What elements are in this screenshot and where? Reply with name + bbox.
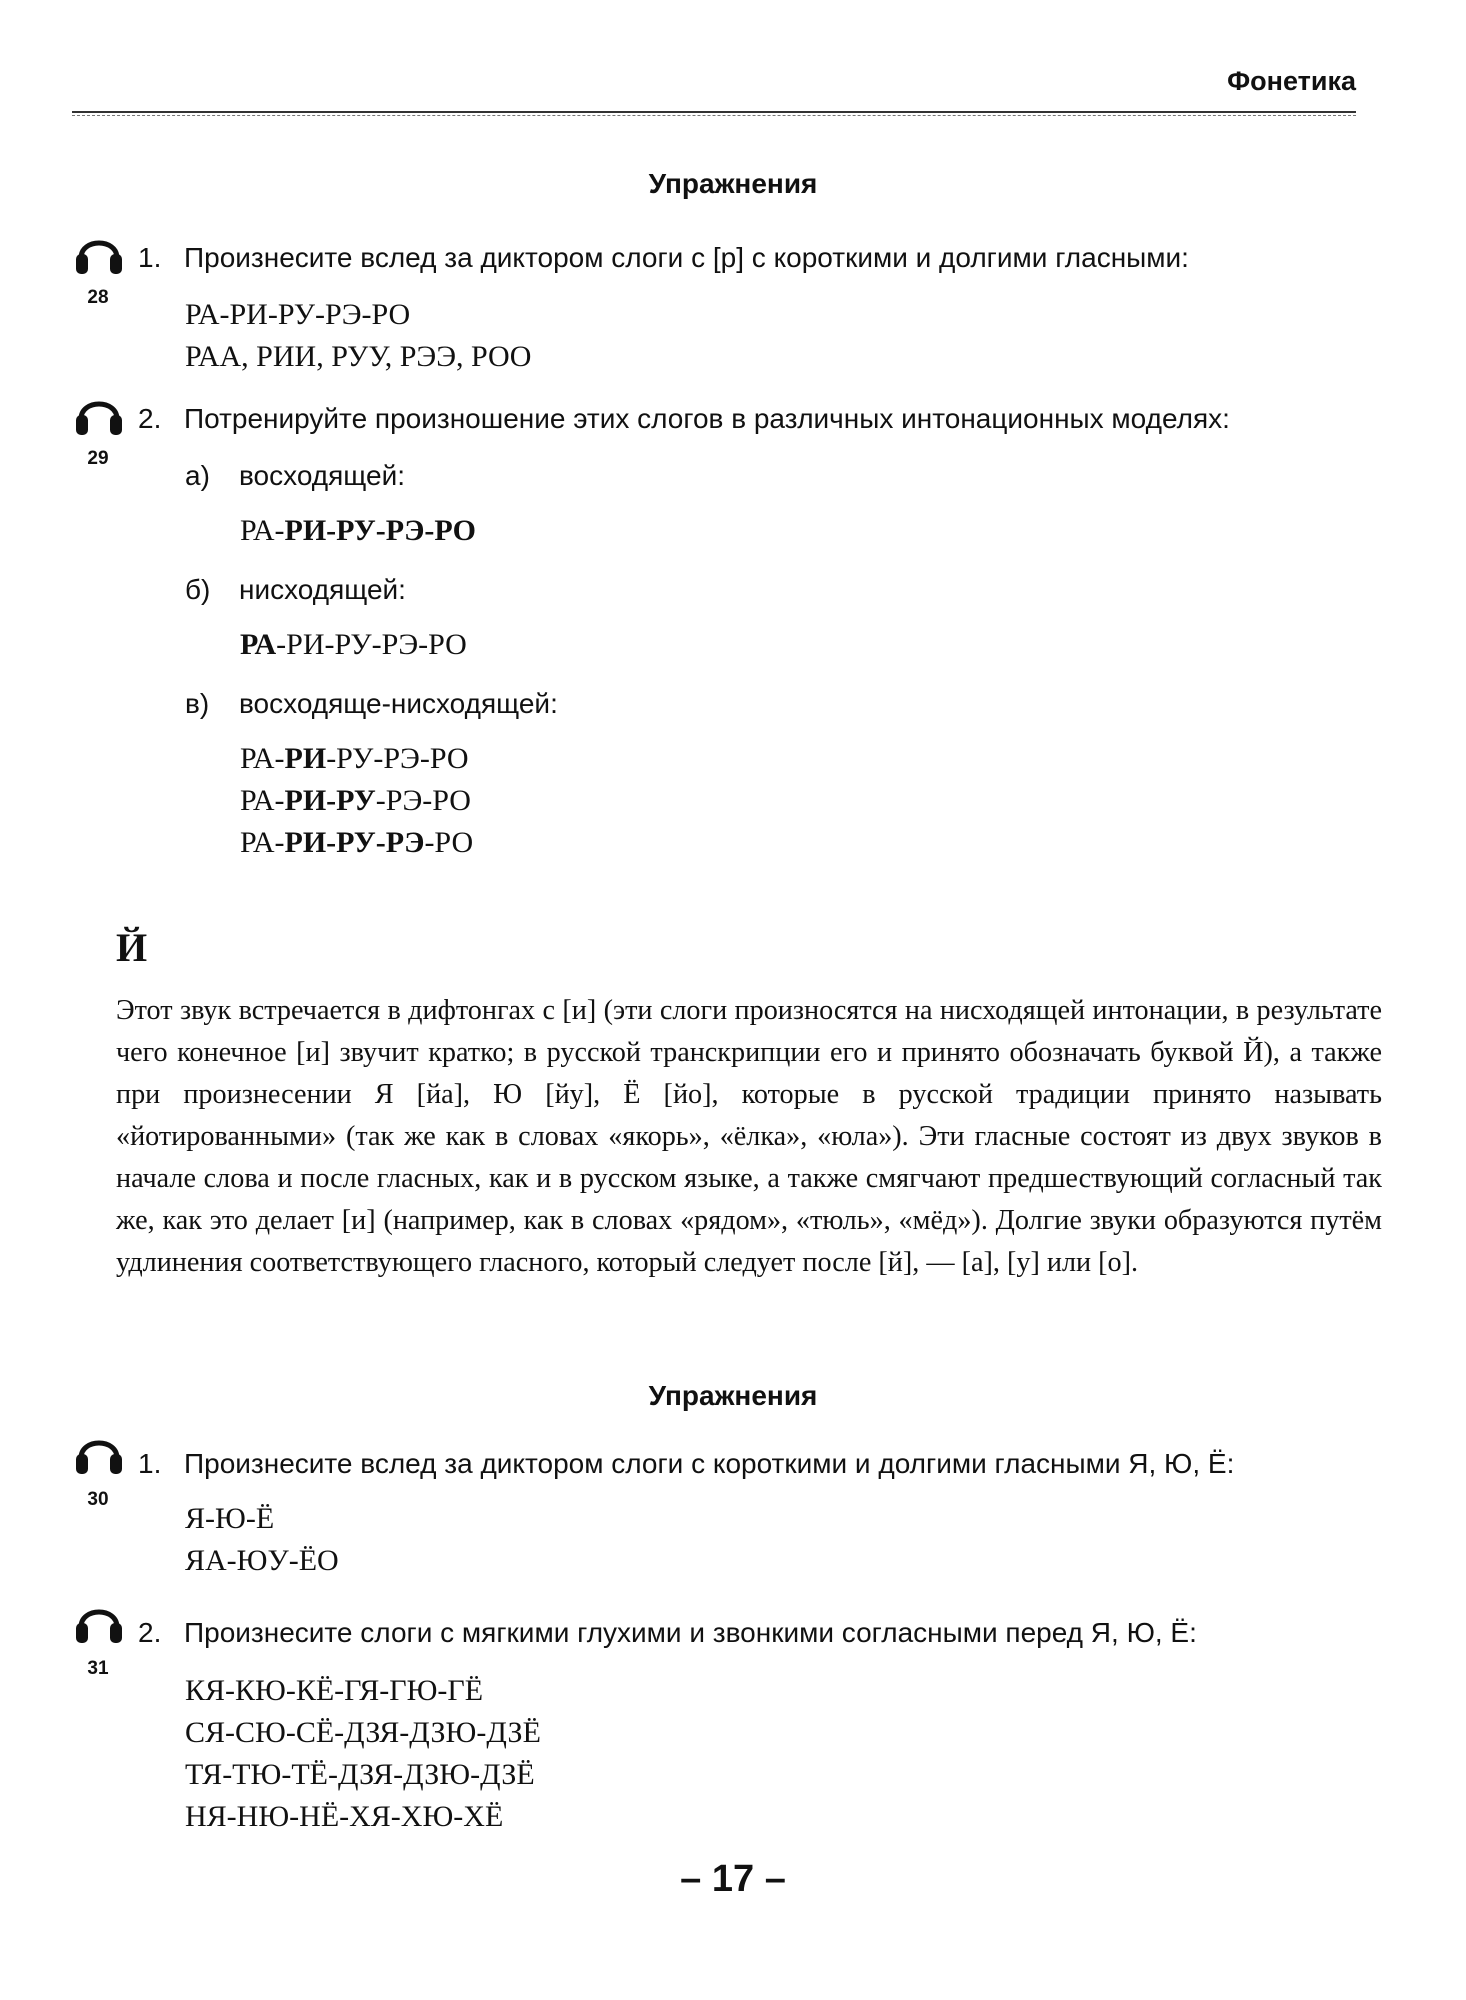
section-heading: Упражнения bbox=[648, 1380, 818, 1411]
track-number: 31 bbox=[87, 1658, 109, 1679]
syllable-line: РА-РИ-РУ-РЭ-РО bbox=[185, 298, 411, 331]
plain-part: -РО bbox=[424, 826, 474, 859]
exercise-number: 1. bbox=[138, 1448, 162, 1479]
syllable-line: ТЯ-ТЮ-ТЁ-ДЗЯ-ДЗЮ-ДЗЁ bbox=[185, 1758, 535, 1791]
sub-item-label: восходящей: bbox=[239, 460, 405, 491]
stressed-part: РИ bbox=[284, 742, 327, 775]
exercise-text: Произнесите вслед за диктором слоги с короткими и долгими гласными Я, Ю, Ё: bbox=[184, 1448, 1235, 1479]
exercise-number: 1. bbox=[138, 242, 162, 273]
exercise-1-instruction bbox=[138, 1448, 1234, 1480]
stressed-part: РИ-РУ-РЭ bbox=[284, 826, 425, 859]
sub-item-label: нисходящей: bbox=[239, 574, 406, 605]
sub-item-letter: а) bbox=[185, 460, 210, 491]
track-number: 28 bbox=[87, 287, 109, 308]
running-head: Фонетика bbox=[1227, 66, 1356, 96]
sub-item-c bbox=[185, 688, 558, 720]
syllable-line bbox=[240, 738, 473, 780]
track-number: 30 bbox=[87, 1489, 109, 1510]
body-paragraph: Этот звук встречается в дифтонгах с [и] (эти слоги произносятся на нисходящей интонации, в результате чего конечное [и] звучит кратко; в русской транскрипции его и принято обозначать буквой Й), а также при произнесении Я [йа], Ю [йу], Ё [йо], которые в русской традиции принято называть «йотированными» (так же как в словах «якорь», «ёлка», «юла»). Эти гласные состоят из двух звуков в начале слова и после гласных, как и в русском языке, а также смягчают предшествующий согласный так же, как это делает [и] (например, как в словах «рядом», «тюль», «мёд»). Долгие звуки образуются путём удлинения соответствующего гласного, который следует после [й], — [а], [у] или [о]. bbox=[116, 995, 1382, 1278]
stressed-part: РИ-РУ bbox=[284, 784, 376, 817]
syllable-line: СЯ-СЮ-СЁ-ДЗЯ-ДЗЮ-ДЗЁ bbox=[185, 1716, 541, 1749]
syllable-line bbox=[240, 510, 476, 552]
sub-item-letter: в) bbox=[185, 688, 210, 719]
exercise-number: 2. bbox=[138, 403, 162, 434]
plain-part: РА- bbox=[240, 784, 285, 817]
headphones-icon[interactable] bbox=[73, 1428, 125, 1476]
syllable-line: КЯ-КЮ-КЁ-ГЯ-ГЮ-ГЁ bbox=[185, 1674, 484, 1707]
headphones-icon[interactable] bbox=[73, 1597, 125, 1645]
syllable-line: НЯ-НЮ-НЁ-ХЯ-ХЮ-ХЁ bbox=[185, 1800, 504, 1833]
plain-part: -РУ-РЭ-РО bbox=[326, 742, 469, 775]
exercise-number: 2. bbox=[138, 1617, 162, 1648]
header-rule bbox=[72, 111, 1356, 113]
sub-item-label: восходяще-нисходящей: bbox=[239, 688, 558, 719]
plain-part: РА- bbox=[240, 742, 285, 775]
syllable-line bbox=[240, 624, 467, 666]
syllable-block bbox=[240, 738, 473, 864]
exercise-2-instruction bbox=[138, 1617, 1197, 1649]
page-number: – 17 – bbox=[680, 1858, 786, 1900]
syllable-line bbox=[240, 780, 473, 822]
headphones-icon[interactable] bbox=[73, 389, 125, 437]
sub-item-letter: б) bbox=[185, 574, 211, 605]
syllable-line bbox=[240, 822, 473, 864]
headphones-icon[interactable] bbox=[73, 228, 125, 276]
sub-item-b bbox=[185, 574, 406, 606]
exercise-text: Произнесите слоги с мягкими глухими и звонкими согласными перед Я, Ю, Ё: bbox=[184, 1617, 1197, 1648]
letter-heading: Й bbox=[116, 925, 148, 970]
syllable-block bbox=[185, 1670, 541, 1838]
section-heading: Упражнения bbox=[648, 168, 818, 199]
syllable-block bbox=[185, 1498, 339, 1582]
exercise-2-instruction bbox=[138, 403, 1230, 435]
exercise-text: Потренируйте произношение этих слогов в различных интонационных моделях: bbox=[184, 403, 1230, 434]
syllable-line: ЯА-ЮУ-ЁО bbox=[185, 1544, 339, 1577]
header-rule-dashed bbox=[72, 115, 1356, 116]
stressed-part: РА bbox=[240, 628, 277, 661]
exercise-1-instruction bbox=[138, 242, 1189, 274]
syllable-line: РАА, РИИ, РУУ, РЭЭ, РОО bbox=[185, 340, 532, 373]
sub-item-a bbox=[185, 460, 405, 492]
exercise-text: Произнесите вслед за диктором слоги с [р] с короткими и долгими гласными: bbox=[184, 242, 1189, 273]
plain-part: -РИ-РУ-РЭ-РО bbox=[276, 628, 467, 661]
plain-part: РА- bbox=[240, 826, 285, 859]
track-number: 29 bbox=[87, 448, 109, 469]
plain-part: РА- bbox=[240, 514, 285, 547]
syllable-block bbox=[185, 294, 531, 378]
syllable-line: Я-Ю-Ё bbox=[185, 1502, 275, 1535]
plain-part: -РЭ-РО bbox=[375, 784, 471, 817]
stressed-part: РИ-РУ-РЭ-РО bbox=[284, 514, 476, 547]
